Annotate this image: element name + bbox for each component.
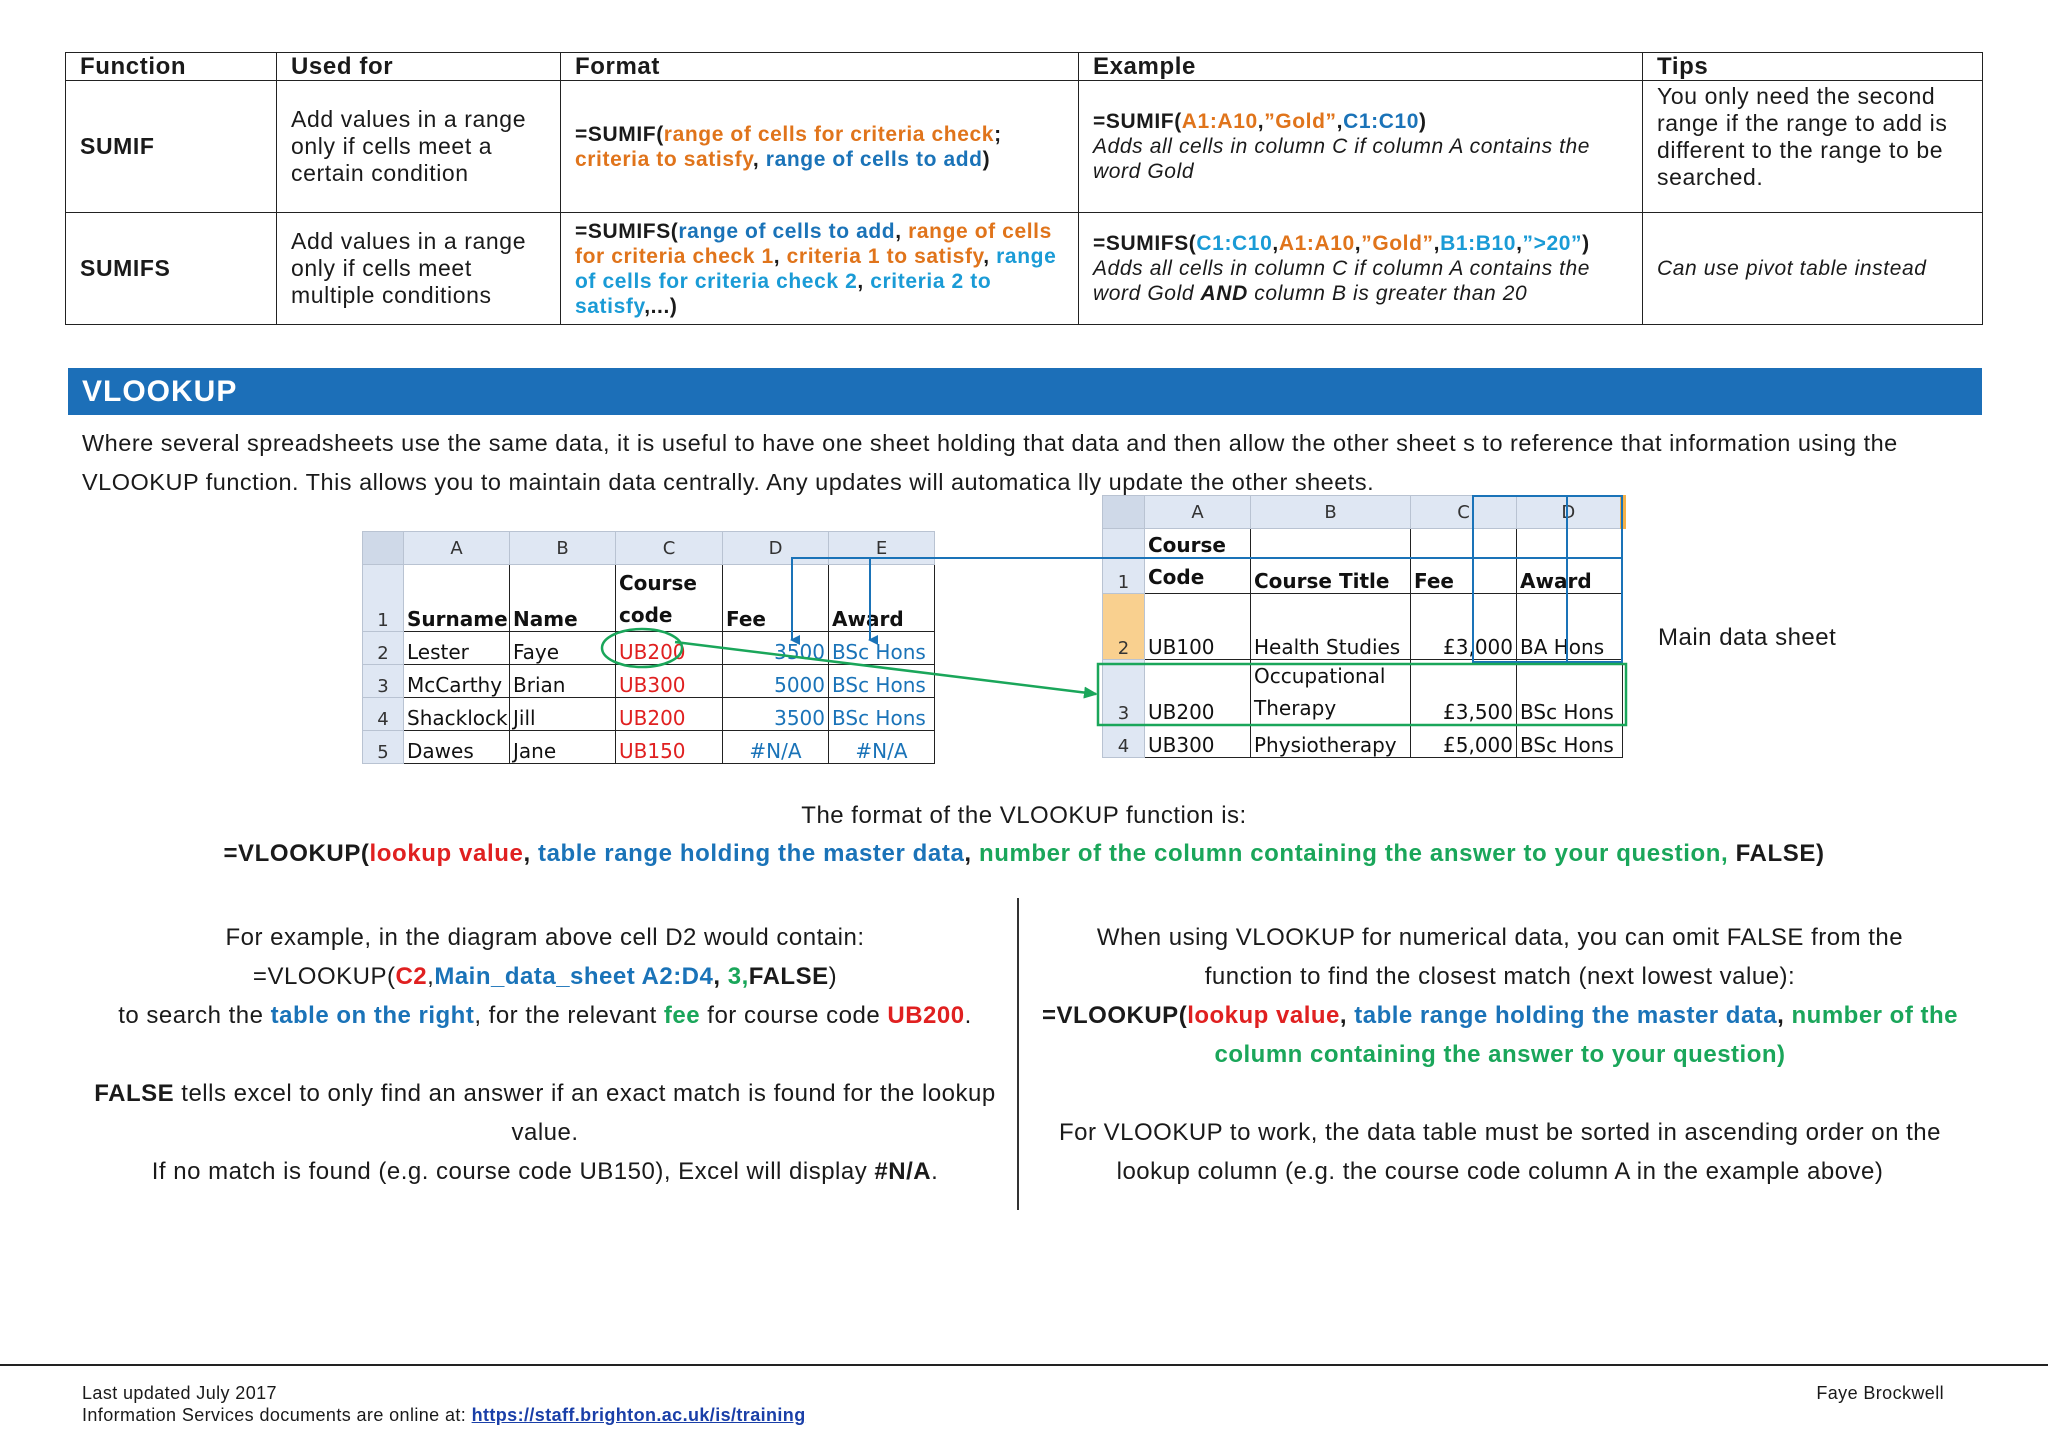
- sumif-format-sep1: ;: [994, 122, 1002, 146]
- sumifs-ex-comma4: ,: [1516, 232, 1523, 255]
- right-cell-b3: Occupational Therapy: [1251, 660, 1411, 725]
- sumif-used-for: Add values in a range only if cells meet a certain condition: [277, 81, 561, 213]
- main-data-sheet-label: Main data sheet: [1658, 624, 1837, 651]
- left-rownum-5: 5: [363, 731, 404, 764]
- sumifs-used-for: Add values in a range only if cells meet multiple conditions: [277, 213, 561, 325]
- false-word: FALSE: [94, 1080, 175, 1107]
- ls-2: , for the relevant: [474, 1002, 664, 1029]
- ls-code: UB200: [887, 1002, 965, 1029]
- right-hdr-award: Award: [1517, 529, 1623, 594]
- sumifs-tips: Can use pivot table instead: [1643, 213, 1983, 325]
- right-col-b: B: [1251, 496, 1411, 529]
- sumifs-format-prefix: =SUMIFS(: [575, 219, 679, 243]
- left-cell-d2: 3500: [723, 632, 829, 665]
- lf-prefix: =VLOOKUP(: [252, 963, 396, 990]
- right-cell-a3: UB200: [1145, 660, 1251, 725]
- sumifs-ex-a2: A1:A10: [1278, 232, 1355, 255]
- sumifs-name: SUMIFS: [66, 213, 277, 325]
- sumifs-ex-comma2: ,: [1354, 232, 1362, 255]
- sumif-ex-a2: ”Gold”: [1264, 110, 1337, 133]
- sumif-format-suffix: ): [982, 147, 991, 171]
- left-cell-d4: 3500: [723, 698, 829, 731]
- right-cell-c3: £3,500: [1411, 660, 1517, 725]
- sumifs-format-arg5: criteria 2 to satisfy: [575, 269, 992, 318]
- sumif-ex-suffix: ): [1419, 110, 1427, 133]
- footer-author: Faye Brockwell: [1816, 1383, 1944, 1403]
- left-cell-b4: Jill: [510, 698, 616, 731]
- left-hdr-surname: Surname: [404, 565, 510, 632]
- left-rownum-1: 1: [363, 565, 404, 632]
- false-rest: tells excel to only find an answer if an exact match is found for the lookup value.: [174, 1080, 996, 1146]
- right-rownum-2: 2: [1103, 594, 1145, 660]
- left-hdr-fee: Fee: [723, 565, 829, 632]
- right-hdr-fee: Fee: [1411, 529, 1517, 594]
- lf-range: Main_data_sheet A2:D4: [434, 963, 714, 990]
- header-used-for: Used for: [277, 53, 561, 81]
- sumif-format-arg3: range of cells to add: [765, 147, 983, 171]
- right-cell-d2: BA Hons: [1517, 594, 1623, 660]
- right-cell-d4: BSc Hons: [1517, 725, 1623, 758]
- numerical-intro: When using VLOOKUP for numerical data, you can omit FALSE from the function to find the closest match (next lowest value):: [1096, 924, 1904, 990]
- false-explanation: [80, 1074, 1010, 1152]
- sumif-ex-a1: A1:A10: [1181, 110, 1258, 133]
- sumifs-format-arg2: range of cells for criteria check 1: [575, 219, 1052, 268]
- sumifs-ex-comma3: ,: [1433, 232, 1441, 255]
- format-lookup: lookup value: [369, 840, 524, 867]
- right-hdr-course-code: Course Code: [1145, 529, 1251, 594]
- right-rownum-3: 3: [1103, 660, 1145, 725]
- vlookup-intro: Where several spreadsheets use the same data, it is useful to have one sheet holding that data and then allow the other sheet s to reference that information using the VLOOKUP function. This allows you to maintain data centrally. Any updates will automatica lly update the other sheets.: [82, 430, 1898, 495]
- nomatch-1: If no match is found (e.g. course code UB150), Excel will display: [151, 1158, 875, 1185]
- right-cell-c2: £3,000: [1411, 594, 1517, 660]
- ub200-row-highlight: [1098, 664, 1626, 725]
- lf-comma2: ,: [713, 963, 728, 990]
- nomatch-2: .: [931, 1158, 939, 1185]
- right-rownum-1: 1: [1103, 529, 1145, 594]
- sort-note: For VLOOKUP to work, the data table must be sorted in ascending order on the lookup column (e.g. the course code column A in the example above): [1058, 1119, 1942, 1185]
- left-cell-b3: Brian: [510, 665, 616, 698]
- lf-three: 3,: [727, 963, 749, 990]
- column-divider: [1017, 898, 1019, 1210]
- left-cell-e4: BSc Hons: [829, 698, 935, 731]
- sumif-format-arg1: range of cells for criteria check: [663, 122, 995, 146]
- left-col-d: D: [723, 532, 829, 565]
- fee-arrow: [792, 558, 1567, 640]
- sumifs-ex-suffix: ): [1582, 232, 1590, 255]
- rf-table: table range holding the master data: [1354, 1002, 1778, 1029]
- left-cell-e3: BSc Hons: [829, 665, 935, 698]
- sumif-ex-c1: ,: [1257, 110, 1265, 133]
- sumif-format-prefix: =SUMIF(: [575, 122, 664, 146]
- left-cell-a2: Lester: [404, 632, 510, 665]
- footer-online: [82, 1404, 806, 1426]
- rf-column: number of the column containing the answer to your question): [1214, 1002, 1958, 1068]
- ls-4: .: [964, 1002, 972, 1029]
- format-title: The format of the VLOOKUP function is:: [801, 802, 1247, 829]
- numerical-formula: [1040, 996, 1960, 1074]
- fee-column-highlight: [1473, 496, 1567, 662]
- sumifs-format-sep2: ,: [773, 244, 787, 268]
- header-example: Example: [1079, 53, 1643, 81]
- nomatch-explanation: [80, 1152, 1010, 1191]
- sumifs-format-arg3: criteria 1 to satisfy: [786, 244, 984, 268]
- rf-lookup: lookup value: [1187, 1002, 1340, 1029]
- right-cell-b4: Physiotherapy: [1251, 725, 1411, 758]
- format-sep2: ,: [964, 840, 979, 867]
- right-cell-a2: UB100: [1145, 594, 1251, 660]
- training-link[interactable]: https://staff.brighton.ac.uk/is/training: [471, 1405, 806, 1425]
- sumifs-ex-comma1: ,: [1272, 232, 1279, 255]
- left-cell-d5: #N/A: [723, 731, 829, 764]
- sumifs-ex-a3: ”Gold”: [1361, 232, 1434, 255]
- ls-1: to search the: [118, 1002, 271, 1029]
- sumif-ex-a3: C1:C10: [1343, 110, 1420, 133]
- header-function: Function: [66, 53, 277, 81]
- rf-sep2: ,: [1777, 1002, 1792, 1029]
- sumifs-desc1: Adds all cells in column C if column A contains the word Gold: [1093, 257, 1591, 305]
- left-example-search: [80, 996, 1010, 1035]
- footer-rule: [0, 1364, 2048, 1366]
- lf-c2: C2: [395, 963, 428, 990]
- sumif-ex-prefix: =SUMIF(: [1093, 110, 1182, 133]
- sumifs-ex-a5: ”>20”: [1522, 232, 1583, 255]
- left-example-intro: For example, in the diagram above cell D2 would contain:: [225, 924, 865, 951]
- header-tips: Tips: [1643, 53, 1983, 81]
- award-column-highlight: [1567, 496, 1622, 662]
- right-cell-c4: £5,000: [1411, 725, 1517, 758]
- lf-false: FALSE: [748, 963, 829, 990]
- left-col-e: E: [829, 532, 935, 565]
- ls-3: for course code: [700, 1002, 888, 1029]
- format-sep1: ,: [523, 840, 538, 867]
- sumif-format-sep2: ,: [752, 147, 766, 171]
- sumifs-format-sep3: ,: [983, 244, 997, 268]
- sumifs-ex-a1: C1:C10: [1196, 232, 1273, 255]
- left-col-a: A: [404, 532, 510, 565]
- sumifs-format-arg4: range of cells for criteria check 2: [575, 244, 1057, 293]
- last-updated: Last updated July 2017: [82, 1383, 277, 1403]
- right-cell-b2: Health Studies: [1251, 594, 1411, 660]
- right-hdr-course-title: Course Title: [1251, 529, 1411, 594]
- format-false: FALSE): [1728, 840, 1825, 867]
- left-cell-b2: Faye: [510, 632, 616, 665]
- left-col-c: C: [616, 532, 723, 565]
- sumifs-desc-and: AND: [1200, 282, 1248, 305]
- left-cell-c5: UB150: [616, 731, 723, 764]
- right-explanation: [1040, 918, 1960, 1191]
- format-column: number of the column containing the answer to your question,: [978, 840, 1729, 867]
- sumif-format-arg2: criteria to satisfy: [575, 147, 753, 171]
- left-cell-c4: UB200: [616, 698, 723, 731]
- left-cell-a4: Shacklock: [404, 698, 510, 731]
- right-col-a: A: [1145, 496, 1251, 529]
- left-cell-e5: #N/A: [829, 731, 935, 764]
- format-formula: [0, 840, 2048, 868]
- right-cell-d3: BSc Hons: [1517, 660, 1623, 725]
- left-example-formula: [80, 957, 1010, 996]
- right-cell-a4: UB300: [1145, 725, 1251, 758]
- right-rownum-4: 4: [1103, 725, 1145, 758]
- sumif-tips: You only need the second range if the range to add is different to the range to be searched.: [1643, 81, 1983, 213]
- left-cell-a5: Dawes: [404, 731, 510, 764]
- left-hdr-course-code: Course code: [616, 565, 723, 632]
- sumif-ex-c2: ,: [1336, 110, 1344, 133]
- format-table: table range holding the master data: [537, 840, 965, 867]
- sumifs-format-sep1: ,: [895, 219, 909, 243]
- left-cell-c3: UB300: [616, 665, 723, 698]
- left-rownum-3: 3: [363, 665, 404, 698]
- sumifs-desc2: column B is greater than 20: [1247, 282, 1528, 305]
- lf-close: ): [828, 963, 838, 990]
- lf-comma1: ,: [427, 963, 435, 990]
- online-text: Information Services documents are online at:: [82, 1405, 472, 1425]
- ls-fee: fee: [663, 1002, 701, 1029]
- left-hdr-award: Award: [829, 565, 935, 632]
- header-format: Format: [561, 53, 1079, 81]
- left-rownum-2: 2: [363, 632, 404, 665]
- footer-left: [82, 1382, 806, 1426]
- sumif-name: SUMIF: [66, 81, 277, 213]
- vlookup-heading: VLOOKUP: [68, 368, 1982, 415]
- sumifs-ex-a4: B1:B10: [1440, 232, 1517, 255]
- left-cell-b5: Jane: [510, 731, 616, 764]
- sumifs-ex-prefix: =SUMIFS(: [1093, 232, 1197, 255]
- left-cell-c2: UB200: [616, 632, 723, 665]
- sumif-example-desc: Adds all cells in column C if column A contains the word Gold: [1093, 135, 1591, 183]
- right-col-d: D: [1517, 496, 1623, 529]
- sumifs-format-sep4: ,: [857, 269, 871, 293]
- sumifs-format-arg1: range of cells to add: [678, 219, 896, 243]
- ub200-lookup-circle: [602, 629, 682, 667]
- right-col-c: C: [1411, 496, 1517, 529]
- sumifs-format-suffix: ,...): [644, 294, 678, 318]
- format-prefix: =VLOOKUP(: [223, 840, 370, 867]
- lookup-value-arrow: [675, 642, 1096, 694]
- left-cell-e2: BSc Hons: [829, 632, 935, 665]
- left-hdr-name: Name: [510, 565, 616, 632]
- award-arrow: [870, 558, 1622, 640]
- left-rownum-4: 4: [363, 698, 404, 731]
- left-col-b: B: [510, 532, 616, 565]
- rf-sep1: ,: [1339, 1002, 1355, 1029]
- ls-table: table on the right: [270, 1002, 475, 1029]
- left-cell-a3: McCarthy: [404, 665, 510, 698]
- nomatch-na: #N/A: [874, 1158, 932, 1185]
- left-explanation: [80, 918, 1010, 1191]
- rf-prefix: =VLOOKUP(: [1042, 1002, 1188, 1029]
- left-cell-d3: 5000: [723, 665, 829, 698]
